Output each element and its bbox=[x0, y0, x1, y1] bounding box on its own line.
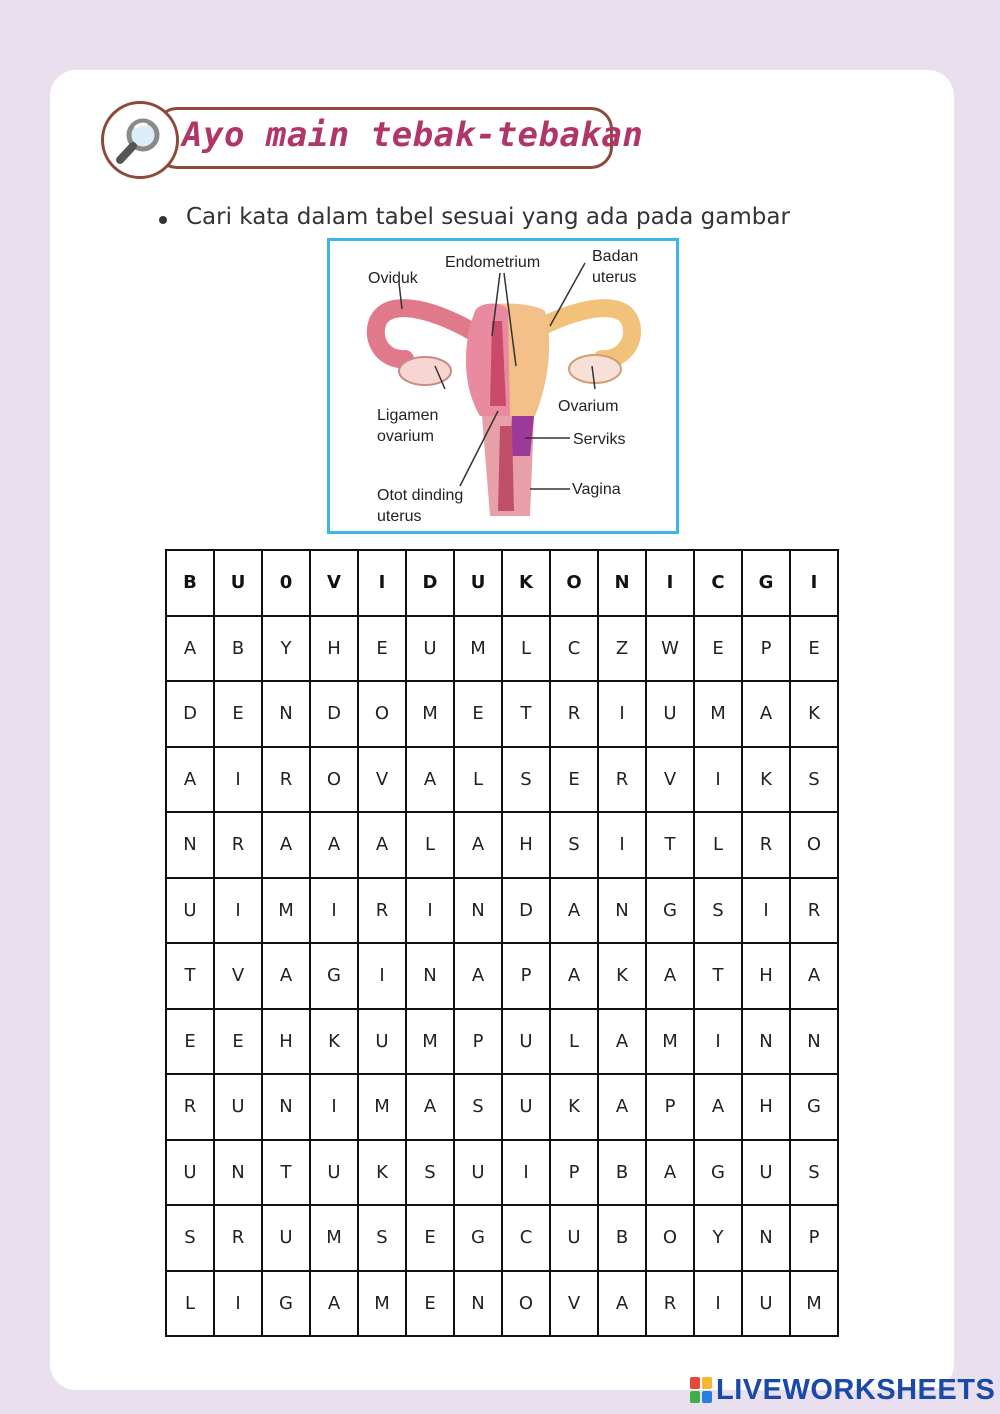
grid-cell[interactable]: E bbox=[790, 616, 838, 682]
grid-cell[interactable]: L bbox=[502, 616, 550, 682]
grid-cell[interactable]: L bbox=[166, 1271, 214, 1337]
grid-cell[interactable]: M bbox=[406, 681, 454, 747]
grid-cell[interactable]: S bbox=[694, 878, 742, 944]
grid-cell[interactable]: I bbox=[694, 747, 742, 813]
grid-cell[interactable]: A bbox=[310, 1271, 358, 1337]
grid-cell[interactable]: S bbox=[790, 1140, 838, 1206]
liveworksheets-logo-icon bbox=[690, 1377, 712, 1403]
grid-cell[interactable]: H bbox=[262, 1009, 310, 1075]
grid-cell[interactable]: P bbox=[790, 1205, 838, 1271]
grid-cell[interactable]: A bbox=[166, 747, 214, 813]
grid-cell[interactable]: C bbox=[694, 550, 742, 616]
grid-cell[interactable]: K bbox=[358, 1140, 406, 1206]
grid-cell[interactable]: K bbox=[550, 1074, 598, 1140]
grid-cell[interactable]: K bbox=[598, 943, 646, 1009]
grid-cell[interactable]: A bbox=[742, 681, 790, 747]
grid-cell[interactable]: I bbox=[742, 878, 790, 944]
grid-cell[interactable]: O bbox=[358, 681, 406, 747]
label-oviduk: Oviduk bbox=[368, 270, 418, 287]
grid-cell[interactable]: A bbox=[598, 1009, 646, 1075]
grid-cell[interactable]: R bbox=[166, 1074, 214, 1140]
grid-cell[interactable]: E bbox=[550, 747, 598, 813]
grid-cell[interactable]: G bbox=[790, 1074, 838, 1140]
grid-cell[interactable]: G bbox=[262, 1271, 310, 1337]
grid-cell[interactable]: D bbox=[502, 878, 550, 944]
grid-cell[interactable]: V bbox=[358, 747, 406, 813]
grid-cell[interactable]: I bbox=[406, 878, 454, 944]
grid-cell[interactable]: T bbox=[262, 1140, 310, 1206]
label-serviks: Serviks bbox=[573, 431, 626, 448]
grid-cell[interactable]: U bbox=[310, 1140, 358, 1206]
grid-cell[interactable]: A bbox=[454, 812, 502, 878]
grid-cell[interactable]: I bbox=[598, 681, 646, 747]
grid-cell[interactable]: Y bbox=[694, 1205, 742, 1271]
grid-cell[interactable]: A bbox=[550, 943, 598, 1009]
grid-cell[interactable]: H bbox=[742, 943, 790, 1009]
grid-cell[interactable]: N bbox=[214, 1140, 262, 1206]
grid-row bbox=[166, 550, 838, 616]
label-ligamen-ovarium: Ligamen ovarium bbox=[377, 407, 439, 445]
grid-cell[interactable]: G bbox=[742, 550, 790, 616]
grid-cell[interactable]: O bbox=[790, 812, 838, 878]
grid-cell[interactable]: E bbox=[406, 1205, 454, 1271]
grid-cell[interactable]: L bbox=[454, 747, 502, 813]
grid-cell[interactable]: V bbox=[550, 1271, 598, 1337]
uterus-diagram bbox=[327, 238, 679, 534]
grid-cell[interactable]: S bbox=[790, 747, 838, 813]
grid-cell[interactable]: U bbox=[358, 1009, 406, 1075]
grid-cell[interactable]: I bbox=[214, 747, 262, 813]
grid-cell[interactable]: R bbox=[358, 878, 406, 944]
grid-row bbox=[166, 943, 838, 1009]
grid-cell[interactable]: N bbox=[742, 1009, 790, 1075]
grid-cell[interactable]: U bbox=[454, 1140, 502, 1206]
grid-cell[interactable]: O bbox=[310, 747, 358, 813]
grid-cell[interactable]: D bbox=[310, 681, 358, 747]
grid-row bbox=[166, 1009, 838, 1075]
grid-cell[interactable]: O bbox=[550, 550, 598, 616]
brand-footer bbox=[690, 1372, 995, 1408]
grid-cell[interactable]: U bbox=[166, 878, 214, 944]
grid-row bbox=[166, 1205, 838, 1271]
grid-cell[interactable]: A bbox=[694, 1074, 742, 1140]
grid-cell[interactable]: A bbox=[646, 1140, 694, 1206]
grid-cell[interactable]: P bbox=[502, 943, 550, 1009]
grid-cell[interactable]: R bbox=[214, 1205, 262, 1271]
grid-row bbox=[166, 1074, 838, 1140]
grid-cell[interactable]: N bbox=[790, 1009, 838, 1075]
grid-cell[interactable]: P bbox=[646, 1074, 694, 1140]
grid-cell[interactable]: C bbox=[502, 1205, 550, 1271]
grid-cell[interactable]: G bbox=[454, 1205, 502, 1271]
magnifier-icon bbox=[111, 113, 167, 169]
grid-cell[interactable]: O bbox=[646, 1205, 694, 1271]
grid-cell[interactable]: A bbox=[550, 878, 598, 944]
grid-cell[interactable]: K bbox=[790, 681, 838, 747]
grid-cell[interactable]: A bbox=[454, 943, 502, 1009]
grid-cell[interactable]: L bbox=[694, 812, 742, 878]
label-badan-uterus: Badan uterus bbox=[592, 248, 639, 286]
grid-cell[interactable]: P bbox=[550, 1140, 598, 1206]
grid-cell[interactable]: R bbox=[214, 812, 262, 878]
grid-cell[interactable]: A bbox=[166, 616, 214, 682]
grid-cell[interactable]: G bbox=[694, 1140, 742, 1206]
grid-cell[interactable]: I bbox=[214, 1271, 262, 1337]
grid-row bbox=[166, 681, 838, 747]
grid-cell[interactable]: A bbox=[358, 812, 406, 878]
grid-row bbox=[166, 616, 838, 682]
grid-cell[interactable]: L bbox=[550, 1009, 598, 1075]
grid-cell[interactable]: D bbox=[406, 550, 454, 616]
grid-cell[interactable]: N bbox=[598, 550, 646, 616]
grid-cell[interactable]: U bbox=[166, 1140, 214, 1206]
grid-cell[interactable]: M bbox=[694, 681, 742, 747]
grid-cell[interactable]: S bbox=[166, 1205, 214, 1271]
grid-cell[interactable]: B bbox=[214, 616, 262, 682]
grid-cell[interactable]: I bbox=[358, 550, 406, 616]
grid-row bbox=[166, 812, 838, 878]
grid-cell[interactable]: M bbox=[406, 1009, 454, 1075]
bullet-icon bbox=[159, 216, 167, 224]
grid-cell[interactable]: H bbox=[742, 1074, 790, 1140]
grid-cell[interactable]: E bbox=[694, 616, 742, 682]
grid-cell[interactable]: D bbox=[166, 681, 214, 747]
grid-cell[interactable]: E bbox=[166, 1009, 214, 1075]
word-search-grid bbox=[165, 549, 839, 1337]
grid-cell[interactable]: T bbox=[502, 681, 550, 747]
grid-cell[interactable]: E bbox=[454, 681, 502, 747]
grid-cell[interactable]: M bbox=[454, 616, 502, 682]
grid-cell[interactable]: U bbox=[550, 1205, 598, 1271]
grid-cell[interactable]: N bbox=[598, 878, 646, 944]
grid-cell[interactable]: N bbox=[166, 812, 214, 878]
grid-cell[interactable]: S bbox=[406, 1140, 454, 1206]
grid-cell[interactable]: E bbox=[358, 616, 406, 682]
label-ovarium: Ovarium bbox=[558, 398, 619, 415]
grid-cell[interactable]: R bbox=[550, 681, 598, 747]
label-otot-dinding-uterus: Otot dinding uterus bbox=[377, 487, 464, 525]
grid-cell[interactable]: G bbox=[310, 943, 358, 1009]
grid-cell[interactable]: B bbox=[598, 1205, 646, 1271]
grid-cell[interactable]: M bbox=[358, 1271, 406, 1337]
grid-cell[interactable]: U bbox=[742, 1271, 790, 1337]
label-vagina: Vagina bbox=[572, 481, 621, 498]
grid-cell[interactable]: I bbox=[310, 1074, 358, 1140]
grid-cell[interactable]: V bbox=[646, 747, 694, 813]
grid-cell[interactable]: R bbox=[262, 747, 310, 813]
label-endometrium: Endometrium bbox=[445, 254, 541, 271]
grid-cell[interactable]: U bbox=[502, 1009, 550, 1075]
grid-cell[interactable]: N bbox=[742, 1205, 790, 1271]
grid-cell[interactable]: T bbox=[694, 943, 742, 1009]
grid-cell[interactable]: S bbox=[502, 747, 550, 813]
grid-cell[interactable]: A bbox=[262, 812, 310, 878]
grid-cell[interactable]: Z bbox=[598, 616, 646, 682]
grid-cell[interactable]: N bbox=[262, 1074, 310, 1140]
grid-row bbox=[166, 1271, 838, 1337]
grid-cell[interactable]: A bbox=[646, 943, 694, 1009]
grid-cell[interactable]: K bbox=[742, 747, 790, 813]
grid-cell[interactable]: R bbox=[742, 812, 790, 878]
grid-cell[interactable]: C bbox=[550, 616, 598, 682]
grid-cell[interactable]: R bbox=[598, 747, 646, 813]
grid-cell[interactable]: U bbox=[406, 616, 454, 682]
page-title: Ayo main tebak-tebakan bbox=[182, 115, 644, 155]
grid-cell[interactable]: G bbox=[646, 878, 694, 944]
brand-name: LIVEWORKSHEETS bbox=[716, 1373, 996, 1406]
grid-cell[interactable]: N bbox=[454, 878, 502, 944]
grid-cell[interactable]: K bbox=[502, 550, 550, 616]
grid-cell[interactable]: P bbox=[742, 616, 790, 682]
grid-cell[interactable]: M bbox=[358, 1074, 406, 1140]
grid-cell[interactable]: L bbox=[406, 812, 454, 878]
grid-cell[interactable]: B bbox=[598, 1140, 646, 1206]
grid-cell[interactable]: E bbox=[406, 1271, 454, 1337]
grid-cell[interactable]: S bbox=[550, 812, 598, 878]
grid-cell[interactable]: I bbox=[694, 1271, 742, 1337]
grid-cell[interactable]: T bbox=[166, 943, 214, 1009]
grid-cell[interactable]: I bbox=[502, 1140, 550, 1206]
grid-cell[interactable]: U bbox=[646, 681, 694, 747]
grid-cell[interactable]: U bbox=[454, 550, 502, 616]
grid-cell[interactable]: M bbox=[262, 878, 310, 944]
grid-cell[interactable]: E bbox=[214, 681, 262, 747]
grid-cell[interactable]: M bbox=[310, 1205, 358, 1271]
grid-cell[interactable]: U bbox=[262, 1205, 310, 1271]
grid-cell[interactable]: 0 bbox=[262, 550, 310, 616]
grid-cell[interactable]: M bbox=[790, 1271, 838, 1337]
grid-cell[interactable]: U bbox=[214, 1074, 262, 1140]
grid-cell[interactable]: R bbox=[646, 1271, 694, 1337]
grid-cell[interactable]: I bbox=[214, 878, 262, 944]
grid-cell[interactable]: A bbox=[310, 812, 358, 878]
grid-cell[interactable]: A bbox=[262, 943, 310, 1009]
grid-cell[interactable]: R bbox=[790, 878, 838, 944]
grid-cell[interactable]: Y bbox=[262, 616, 310, 682]
instruction-text: Cari kata dalam tabel sesuai yang ada pada gambar bbox=[186, 204, 790, 230]
grid-cell[interactable]: I bbox=[310, 878, 358, 944]
grid-cell[interactable]: A bbox=[598, 1271, 646, 1337]
grid-cell[interactable]: A bbox=[598, 1074, 646, 1140]
grid-cell[interactable]: I bbox=[358, 943, 406, 1009]
grid-cell[interactable]: I bbox=[790, 550, 838, 616]
grid-cell[interactable]: E bbox=[214, 1009, 262, 1075]
grid-cell[interactable]: V bbox=[214, 943, 262, 1009]
grid-cell[interactable]: U bbox=[742, 1140, 790, 1206]
grid-cell[interactable]: N bbox=[406, 943, 454, 1009]
grid-cell[interactable]: U bbox=[214, 550, 262, 616]
grid-cell[interactable]: W bbox=[646, 616, 694, 682]
grid-cell[interactable]: S bbox=[454, 1074, 502, 1140]
grid-row bbox=[166, 878, 838, 944]
grid-cell[interactable]: V bbox=[310, 550, 358, 616]
grid-cell[interactable]: I bbox=[598, 812, 646, 878]
grid-cell[interactable]: I bbox=[646, 550, 694, 616]
grid-cell[interactable]: H bbox=[310, 616, 358, 682]
grid-row bbox=[166, 747, 838, 813]
grid-cell[interactable]: A bbox=[406, 1074, 454, 1140]
grid-cell[interactable]: S bbox=[358, 1205, 406, 1271]
grid-cell[interactable]: I bbox=[694, 1009, 742, 1075]
grid-row bbox=[166, 1140, 838, 1206]
grid-cell[interactable]: N bbox=[454, 1271, 502, 1337]
grid-cell[interactable]: H bbox=[502, 812, 550, 878]
grid-cell[interactable]: M bbox=[646, 1009, 694, 1075]
grid-cell[interactable]: T bbox=[646, 812, 694, 878]
grid-cell[interactable]: A bbox=[790, 943, 838, 1009]
grid-cell[interactable]: U bbox=[502, 1074, 550, 1140]
grid-cell[interactable]: P bbox=[454, 1009, 502, 1075]
grid-cell[interactable]: B bbox=[166, 550, 214, 616]
grid-cell[interactable]: A bbox=[406, 747, 454, 813]
grid-cell[interactable]: O bbox=[502, 1271, 550, 1337]
grid-cell[interactable]: N bbox=[262, 681, 310, 747]
grid-cell[interactable]: K bbox=[310, 1009, 358, 1075]
